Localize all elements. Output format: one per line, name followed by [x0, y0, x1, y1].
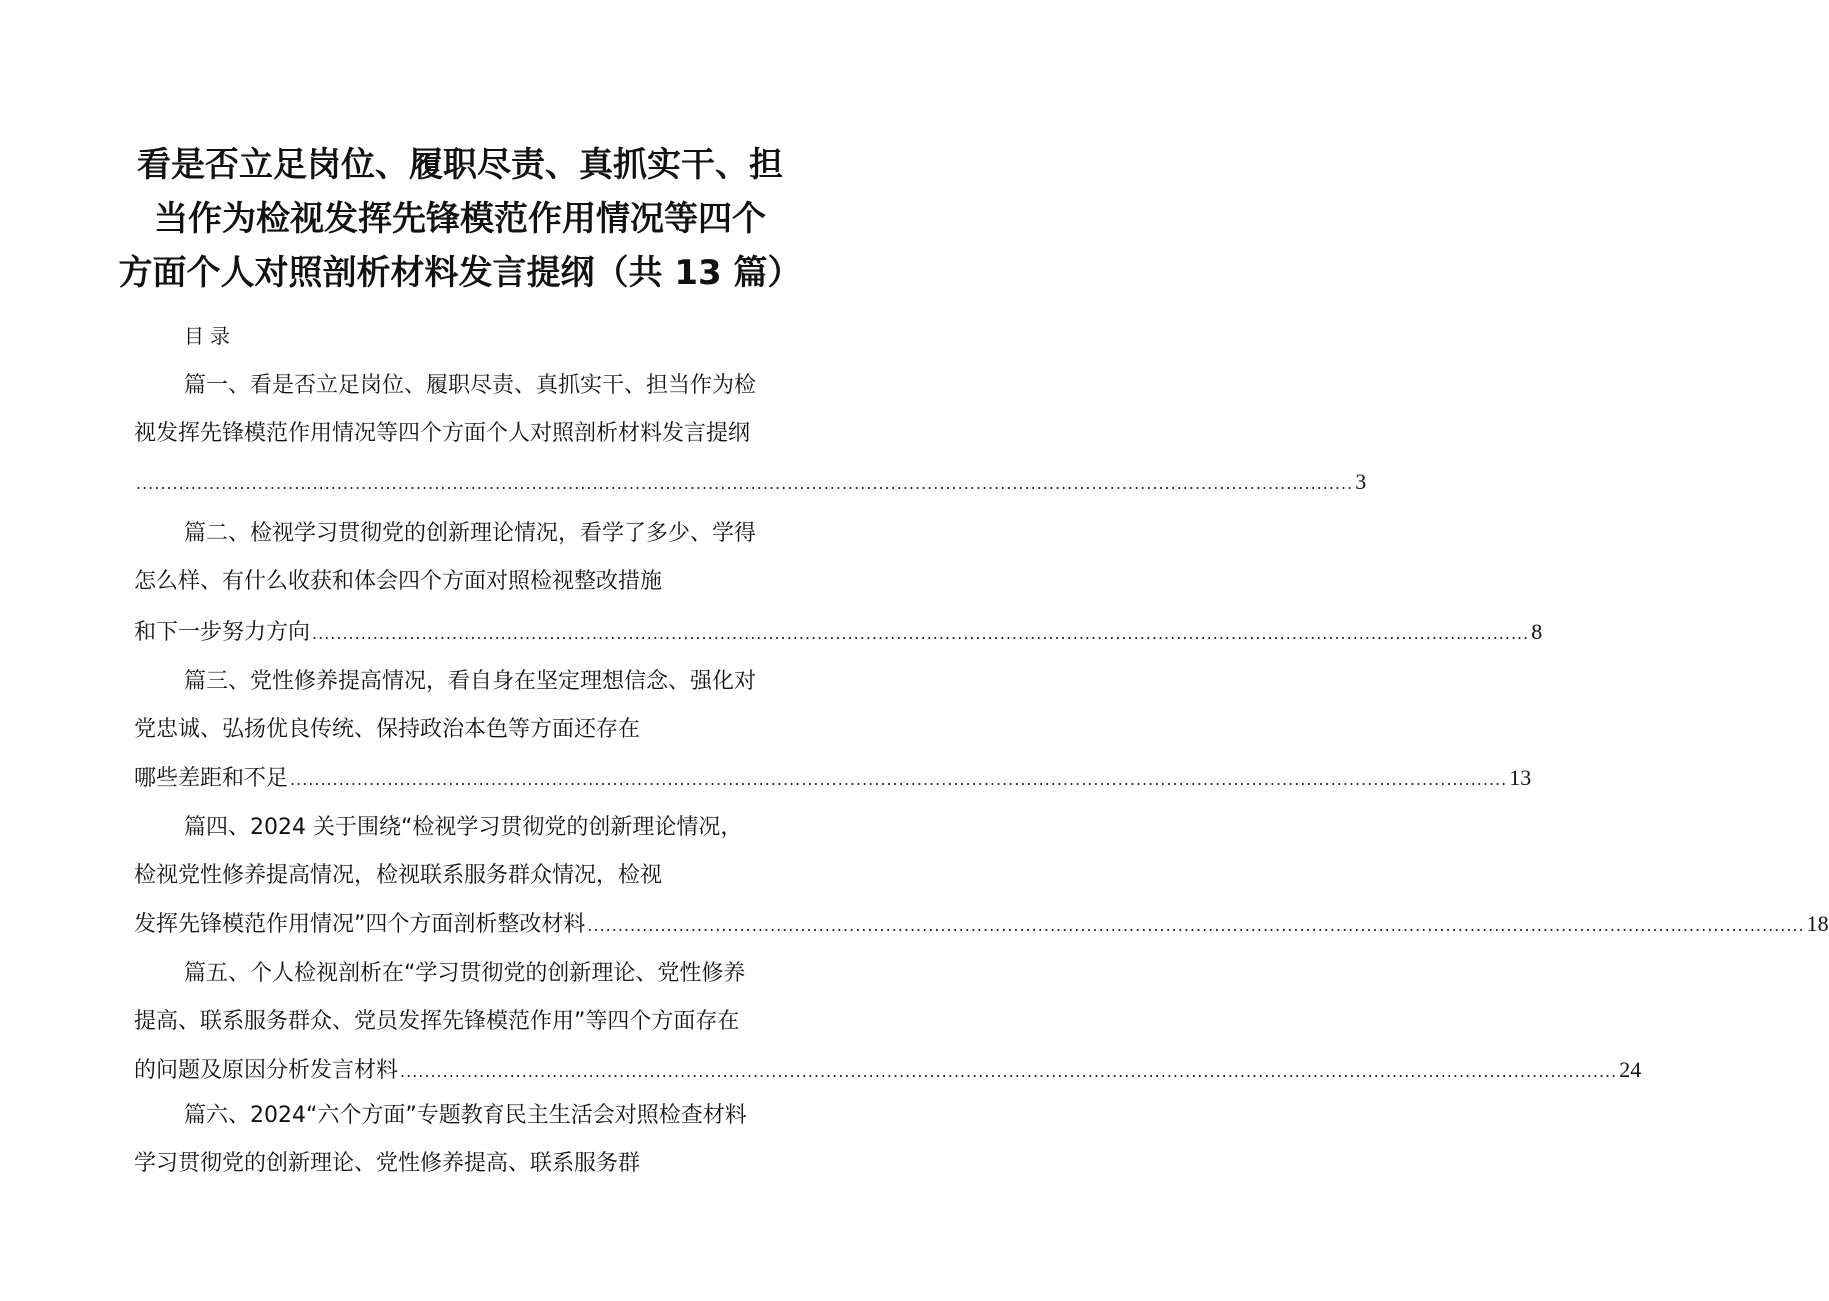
toc-entry-6-line-2[interactable]: 学习贯彻党的创新理论、党性修养提高、联系服务群: [134, 1151, 641, 1176]
title-line-2: 当作为检视发挥先锋模范作用情况等四个: [154, 199, 766, 239]
toc-entry-2-line-1[interactable]: 篇二、检视学习贯彻党的创新理论情况，看学了多少、学得: [184, 521, 757, 546]
toc-entry-1-line-2[interactable]: 视发挥先锋模范作用情况等四个方面个人对照剖析材料发言提纲: [134, 421, 751, 446]
toc-entry-5-line-1[interactable]: 篇五、个人检视剖析在“学习贯彻党的创新理论、党性修养: [184, 961, 746, 986]
toc-heading: 目录: [184, 324, 236, 348]
toc-entry-4-leader[interactable]: [134, 904, 1829, 944]
toc-entry-5-last-line: 的问题及原因分析发言材料: [134, 1058, 399, 1083]
dot-leader: ........................................................................................................................................................................................................: [136, 474, 1354, 493]
dot-leader: ........................................................................................................................................................................................................: [587, 916, 1805, 935]
toc-entry-2-leader[interactable]: [134, 612, 1543, 652]
document-title: [0, 138, 920, 300]
toc-entry-5-page-number: 24: [1619, 1057, 1642, 1082]
toc-entry-4-line-1[interactable]: 篇四、2024 关于围绕“检视学习贯彻党的创新理论情况，: [184, 815, 743, 840]
toc-entry-1-leader[interactable]: [134, 462, 1367, 502]
toc-entry-3-page-number: 13: [1509, 765, 1532, 790]
toc-entry-3-line-1[interactable]: 篇三、党性修养提高情况，看自身在坚定理想信念、强化对: [184, 669, 757, 694]
dot-leader: ........................................................................................................................................................................................................: [400, 1062, 1618, 1081]
toc-entry-2-line-2[interactable]: 怎么样、有什么收获和体会四个方面对照检视整改措施: [134, 569, 663, 594]
toc-entry-3-leader[interactable]: [134, 758, 1532, 798]
dot-leader: ........................................................................................................................................................................................................: [312, 624, 1530, 643]
toc-entry-1-line-1[interactable]: 篇一、看是否立足岗位、履职尽责、真抓实干、担当作为检: [184, 373, 757, 398]
dot-leader: ........................................................................................................................................................................................................: [290, 770, 1508, 789]
toc-entry-4-page-number: 18: [1806, 911, 1829, 936]
toc-entry-3-last-line: 哪些差距和不足: [134, 766, 289, 791]
toc-entry-5-leader[interactable]: [134, 1050, 1642, 1090]
toc-entry-6-line-1[interactable]: 篇六、2024“六个方面”专题教育民主生活会对照检查材料: [184, 1103, 747, 1128]
toc-entry-4-line-2[interactable]: 检视党性修养提高情况，检视联系服务群众情况，检视: [134, 863, 663, 888]
toc-entry-2-last-line: 和下一步努力方向: [134, 620, 311, 645]
toc-entry-5-line-2[interactable]: 提高、联系服务群众、党员发挥先锋模范作用”等四个方面存在: [134, 1009, 740, 1034]
title-line-1: 看是否立足岗位、履职尽责、真抓实干、担: [137, 145, 783, 185]
toc-entry-3-line-2[interactable]: 党忠诚、弘扬优良传统、保持政治本色等方面还存在: [134, 717, 641, 742]
toc-entry-2-page-number: 8: [1531, 619, 1543, 644]
toc-entry-1-page-number: 3: [1355, 469, 1367, 494]
toc-entry-4-last-line: 发挥先锋模范作用情况”四个方面剖析整改材料: [134, 912, 586, 937]
title-line-3: 方面个人对照剖析材料发言提纲（共 13 篇）: [118, 253, 802, 293]
